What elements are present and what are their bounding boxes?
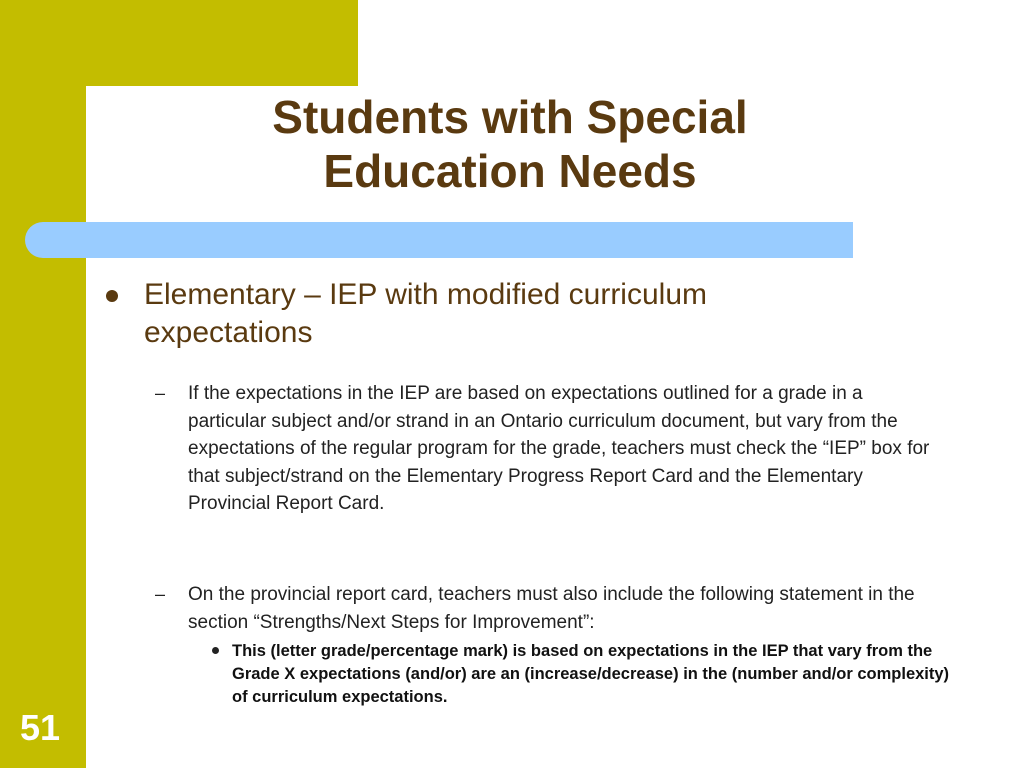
sub-bullet-marker: – bbox=[155, 584, 166, 604]
sub-bullet-item bbox=[155, 380, 935, 518]
nested-bullet-item bbox=[212, 640, 952, 709]
nested-bullet-text: This (letter grade/percentage mark) is based on expectations in the IEP that vary from the Grade X expectations (and/or) are an (increase/decrease) in the (number and/or complexity) of curriculum expectations. bbox=[232, 642, 950, 706]
slide-title-line-1: Students with Special bbox=[272, 91, 748, 143]
bullet-dot-icon bbox=[106, 290, 118, 302]
top-accent-block bbox=[0, 0, 358, 86]
sub-bullet-item bbox=[155, 581, 935, 636]
sub-bullet-marker: – bbox=[155, 383, 166, 403]
sub-bullet-text: On the provincial report card, teachers must also include the following statement in the section “Strengths/Next Steps for Improvement”: bbox=[188, 584, 915, 633]
title-underline-band bbox=[25, 222, 853, 258]
slide-number: 51 bbox=[20, 707, 61, 748]
bullet-item bbox=[106, 276, 866, 352]
nested-bullet-dot-icon bbox=[212, 647, 219, 654]
corner-curve bbox=[86, 86, 130, 130]
bullet-text: Elementary – IEP with modified curriculum expectations bbox=[144, 278, 707, 349]
slide-title bbox=[200, 90, 820, 198]
slide-title-line-2: Education Needs bbox=[323, 145, 697, 197]
left-accent-bar bbox=[0, 0, 86, 768]
sub-bullet-text: If the expectations in the IEP are based on expectations outlined for a grade in a particular subject and/or strand in an Ontario curriculum document, but vary from the expectations of the regular program for the grade, teachers must check the “IEP” box for that subject/strand on the Elementary Progress Report Card and the Elementary Provincial Report Card. bbox=[188, 383, 930, 514]
